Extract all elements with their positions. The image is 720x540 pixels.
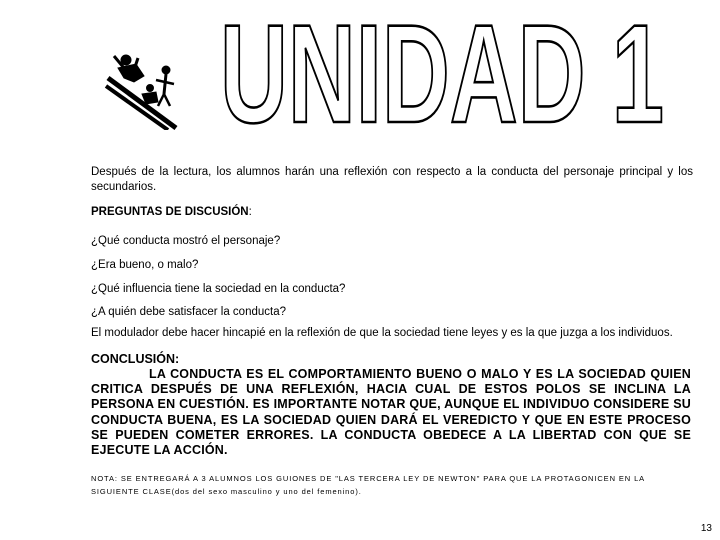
discussion-heading-colon: : — [248, 206, 252, 218]
figure-logo-icon — [104, 48, 186, 130]
title-text: UNIDAD 1 — [220, 4, 664, 134]
discussion-heading-text: PREGUNTAS DE DISCUSIÓN — [91, 206, 249, 218]
footnote: NOTA: SE ENTREGARÁ A 3 ALUMNOS LOS GUIONES DE "LAS TERCERA LEY DE NEWTON" PARA QUE LA PROTAGONICEN EN LA SIGUIENTE CLASE(dos del sexo masculino y uno del femenino). — [91, 474, 645, 496]
page-title — [214, 4, 670, 134]
question-2: ¿Era bueno, o malo? — [91, 259, 199, 271]
discussion-heading — [91, 206, 252, 218]
conclusion-body: LA CONDUCTA ES EL COMPORTAMIENTO BUENO O MALO Y ES LA SOCIEDAD QUIEN CRITICA DESPUÉS DE UNA REFLEXIÓN, HACIA CUAL DE ESTOS POLOS SE INCLINA LA PERSONA EN CUESTIÓN. ES IMPORTANTE NOTAR QUE, AUNQUE EL INDIVIDUO CONSIDERE SU CONDUCTA BUENA, ES LA SOCIEDAD QUIEN DARÁ EL VEREDICTO Y QUE EN ESTE PROCESO SE PUEDEN COMETER ERRORES. LA CONDUCTA OBEDECE A LA LIBERTAD CON QUE SE EJECUTE LA ACCIÓN. — [91, 367, 691, 458]
moderator-note: El modulador debe hacer hincapié en la reflexión de que la sociedad tiene leyes y es la que juzga a los individuos. — [91, 327, 673, 339]
conclusion-label: CONCLUSIÓN: — [91, 352, 180, 366]
page-number: 13 — [700, 523, 712, 534]
question-1: ¿Qué conducta mostró el personaje? — [91, 235, 281, 247]
question-3: ¿Qué influencia tiene la sociedad en la conducta? — [91, 283, 346, 295]
intro-paragraph: Después de la lectura, los alumnos harán una reflexión con respecto a la conducta del personaje principal y los secundarios. — [91, 166, 693, 193]
question-4: ¿A quién debe satisfacer la conducta? — [91, 306, 286, 318]
